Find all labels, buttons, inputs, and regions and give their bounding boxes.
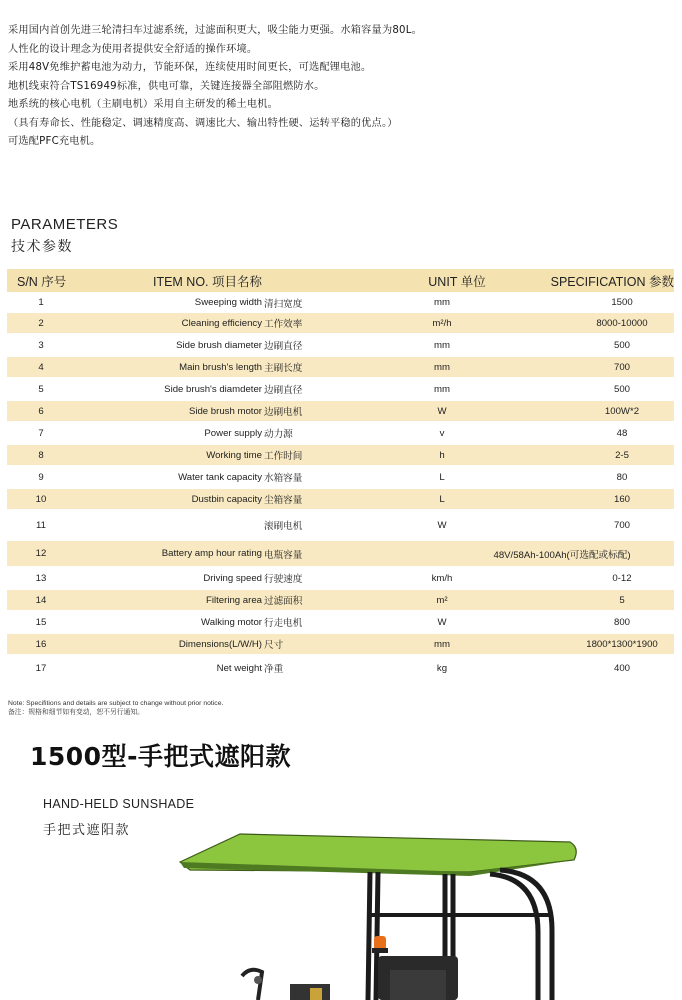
item-cn-cell: 边刷直径	[264, 341, 303, 352]
item-en-cell: Power supply	[204, 427, 262, 439]
unit-cell: L	[439, 471, 445, 483]
table-row	[7, 656, 674, 682]
header-item: ITEM NO. 项目名称	[152, 274, 262, 289]
intro-line: 可选配PFC充电机。	[8, 136, 101, 147]
table-row	[7, 568, 674, 590]
item-en-cell: Side brush diameter	[176, 339, 262, 351]
sn-cell: 8	[38, 449, 44, 461]
sn-cell: 3	[38, 339, 44, 351]
table-row	[7, 401, 674, 423]
item-cn-cell: 尘箱容量	[264, 495, 303, 506]
table-row	[7, 445, 674, 467]
sn-cell: 4	[38, 361, 44, 373]
table-row	[7, 423, 674, 445]
table-notes	[8, 699, 223, 717]
spec-cell: 0-12	[612, 572, 632, 584]
table-row	[7, 294, 674, 313]
sn-cell: 14	[35, 594, 47, 606]
sn-cell: 6	[38, 405, 44, 417]
item-cn-cell: 行驶速度	[264, 574, 303, 585]
intro-line: 人性化的设计理念为使用者提供安全舒适的操作环境。	[8, 43, 258, 55]
item-cn-cell: 行走电机	[264, 618, 303, 629]
intro-line: 地机线束符合TS16949标准，供电可靠，关键连接器全部阻燃防水。	[8, 80, 325, 92]
spec-cell: 700	[613, 519, 630, 531]
header-sn: S/N 序号	[17, 274, 67, 289]
spec-cell: 48V/58Ah-100Ah(可选配或标配)	[493, 549, 631, 561]
unit-cell: mm	[434, 297, 450, 308]
item-en-cell: Net weight	[216, 662, 262, 674]
sn-cell: 7	[38, 427, 44, 439]
sn-cell: 9	[38, 471, 44, 483]
note-cn: 备注：规格和细节如有变动，恕不另行通知。	[8, 709, 144, 716]
intro-line: 采用国内首创先进三轮清扫车过滤系统，过滤面积更大，吸尘能力更强。水箱容量为80L。	[8, 25, 422, 36]
table-row	[7, 541, 674, 568]
item-cn-cell: 清扫宽度	[264, 298, 303, 310]
spec-cell: 1800*1300*1900	[586, 638, 658, 650]
unit-cell: W	[437, 405, 447, 417]
sn-cell: 2	[38, 317, 44, 329]
sn-cell: 13	[35, 572, 47, 584]
item-en-cell: Working time	[206, 449, 262, 461]
item-en-cell: Water tank capacity	[178, 471, 262, 483]
item-en-cell: Side brush motor	[188, 405, 262, 417]
item-en-cell	[67, 511, 262, 539]
spec-cell: 80	[616, 471, 628, 483]
model-title: 1500型-手把式遮阳款	[30, 742, 291, 771]
item-en-cell: Side brush's diamdeter	[164, 383, 262, 395]
table-row	[7, 634, 674, 656]
item-en-cell: Filtering area	[206, 594, 262, 606]
item-cn-cell: 动力源	[264, 429, 293, 440]
intro-line: （具有寿命长、性能稳定、调速精度高、调速比大、输出特性硬、运转平稳的优点。）	[8, 117, 398, 129]
note-en: Note: Specifitions and details are subject to change without prior notice.	[8, 700, 224, 707]
table-row	[7, 379, 674, 401]
header-spec: SPECIFICATION 参数	[550, 274, 674, 289]
spec-cell: 160	[613, 493, 630, 505]
item-cn-cell: 滚刷电机	[264, 521, 303, 532]
item-en-cell: Sweeping width	[194, 297, 262, 308]
spec-cell: 5	[619, 594, 625, 606]
steering-handle	[242, 970, 262, 1000]
spec-cell: 8000-10000	[596, 317, 648, 329]
spec-cell: 2-5	[615, 449, 629, 461]
warning-beacon	[374, 936, 386, 950]
spec-cell: 500	[613, 339, 630, 351]
parameters-table	[7, 269, 674, 682]
unit-cell: kg	[436, 662, 448, 674]
spec-cell: 100W*2	[604, 405, 640, 417]
unit-cell: m²/h	[432, 317, 452, 329]
sn-cell: 12	[35, 548, 47, 559]
item-cn-cell: 边刷电机	[264, 407, 303, 418]
table-row	[7, 357, 674, 379]
item-en-cell: Cleaning efficiency	[181, 317, 262, 329]
sn-cell: 15	[35, 616, 47, 628]
spec-cell: 500	[613, 383, 630, 395]
header-unit: UNIT 单位	[428, 274, 486, 289]
spec-cell: 800	[613, 616, 630, 628]
spec-cell: 1500	[611, 297, 633, 308]
top-cropped-images	[0, 0, 682, 2]
item-cn-cell: 净重	[264, 664, 284, 675]
item-cn-cell: 电瓶容量	[264, 549, 303, 561]
table-row	[7, 612, 674, 634]
unit-cell: mm	[434, 361, 450, 373]
unit-cell: v	[439, 427, 445, 439]
sn-cell: 11	[36, 519, 46, 531]
sweeper-machine-image	[170, 820, 590, 1000]
spec-cell: 700	[613, 361, 630, 373]
sn-cell: 16	[35, 638, 47, 650]
model-subtitle-cn: 手把式遮阳款	[43, 823, 131, 838]
spec-cell: 400	[613, 662, 630, 674]
sn-cell: 17	[35, 662, 47, 674]
item-en-cell: Dimensions(L/W/H)	[178, 638, 262, 650]
table-row	[7, 313, 674, 335]
item-cn-cell: 工作效率	[264, 319, 303, 330]
sn-cell: 1	[38, 297, 44, 308]
item-cn-cell: 过滤面积	[264, 596, 303, 607]
intro-line: 采用48V免维护蓄电池为动力，节能环保，连续使用时间更长，可选配锂电池。	[8, 62, 372, 73]
table-header-row	[7, 269, 674, 294]
item-cn-cell: 主刷长度	[264, 363, 303, 374]
item-en-cell: Battery amp hour rating	[161, 548, 262, 559]
item-cn-cell: 工作时间	[264, 451, 303, 462]
unit-cell: W	[437, 616, 447, 628]
intro-line: 地系统的核心电机（主刷电机）采用自主研发的稀土电机。	[8, 99, 279, 110]
item-en-cell: Walking motor	[201, 616, 262, 628]
sn-cell: 10	[35, 493, 47, 505]
unit-cell: m²	[436, 594, 448, 606]
table-row	[7, 590, 674, 612]
item-cn-cell: 水箱容量	[264, 473, 303, 484]
table-row	[7, 489, 674, 511]
table-row	[7, 335, 674, 357]
model-subtitle-en: HAND-HELD SUNSHADE	[43, 797, 195, 811]
sn-cell: 5	[38, 383, 44, 395]
unit-cell: h	[439, 449, 445, 461]
intro-text	[8, 22, 668, 152]
unit-cell: mm	[434, 339, 450, 351]
item-cn-cell: 尺寸	[264, 640, 284, 651]
item-en-cell: Main brush's length	[179, 361, 262, 373]
parameters-title-cn: 技术参数	[11, 239, 73, 255]
unit-cell: W	[437, 519, 447, 531]
unit-cell: L	[439, 493, 445, 505]
unit-cell: km/h	[431, 572, 453, 584]
table-row	[7, 467, 674, 489]
table-row	[7, 511, 674, 541]
unit-cell: mm	[434, 638, 450, 650]
spec-cell: 48	[616, 427, 628, 439]
parameters-title-en: PARAMETERS	[11, 216, 119, 233]
item-en-cell: Dustbin capacity	[191, 493, 262, 505]
item-cn-cell: 边刷直径	[264, 385, 303, 396]
unit-cell: mm	[434, 383, 450, 395]
item-en-cell: Driving speed	[203, 572, 262, 584]
